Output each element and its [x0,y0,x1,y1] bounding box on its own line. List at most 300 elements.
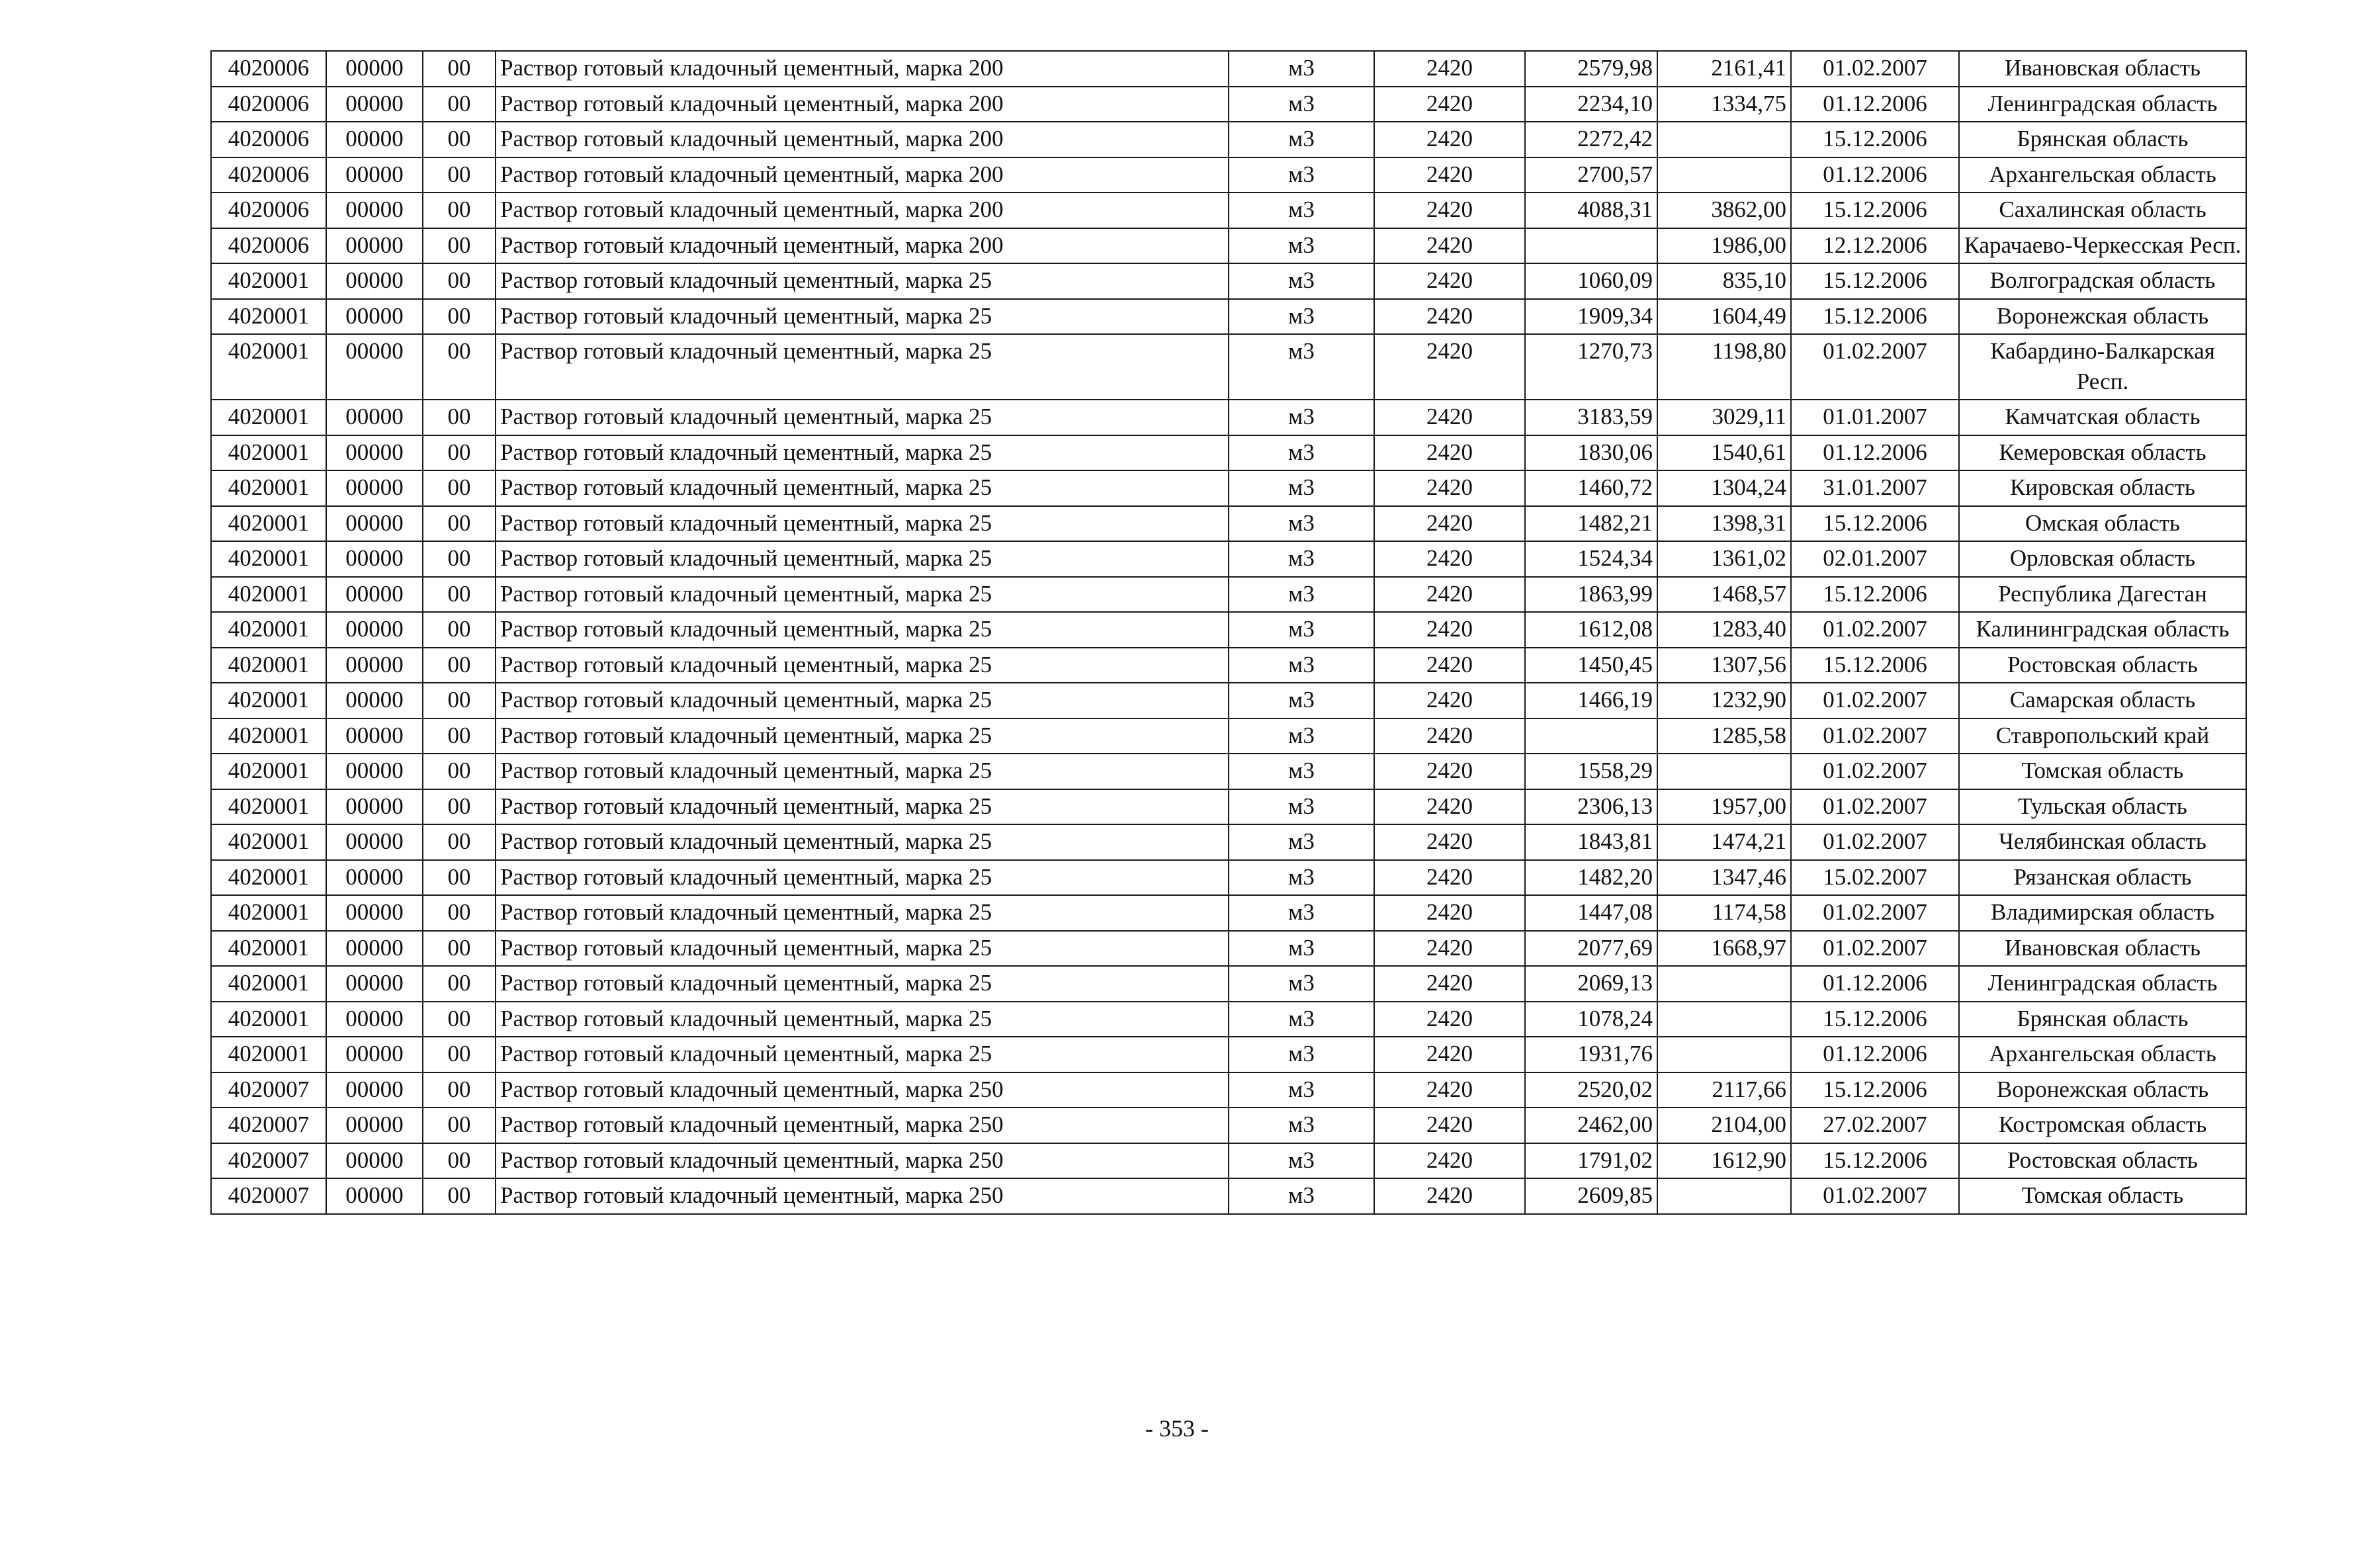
cell-unit: м3 [1229,719,1374,754]
cell-price-1: 2234,10 [1525,87,1657,122]
cell-region: Ставропольский край [1959,719,2246,754]
cell-quantity: 2420 [1374,931,1525,967]
cell-region: Архангельская область [1959,157,2246,193]
cell-material-name: Раствор готовый кладочный цементный, марка 250 [496,1143,1229,1179]
cell-date: 15.02.2007 [1791,860,1959,896]
table-row [211,860,2246,896]
cell-quantity: 2420 [1374,648,1525,683]
cell-price-2: 2117,66 [1657,1072,1791,1108]
cell-material-name: Раствор готовый кладочный цементный, марка 25 [496,470,1229,506]
cell-quantity: 2420 [1374,435,1525,471]
cell-region: Калининградская область [1959,612,2246,648]
table-row [211,1143,2246,1179]
cell-quantity: 2420 [1374,193,1525,228]
cell-material-name: Раствор готовый кладочный цементный, марка 25 [496,719,1229,754]
table-row [211,1108,2246,1143]
cell-subcode: 00000 [326,824,423,860]
cell-price-1: 3183,59 [1525,400,1657,435]
cell-price-1 [1525,719,1657,754]
cell-quantity: 2420 [1374,87,1525,122]
table-row [211,470,2246,506]
cell-quantity: 2420 [1374,1002,1525,1037]
table-row [211,754,2246,789]
cell-region: Волгоградская область [1959,263,2246,299]
cell-quantity: 2420 [1374,1072,1525,1108]
cell-suffix: 00 [423,1178,496,1214]
cell-price-2: 1304,24 [1657,470,1791,506]
cell-price-2 [1657,122,1791,157]
cell-code: 4020001 [211,683,326,719]
cell-suffix: 00 [423,648,496,683]
cell-price-1: 1830,06 [1525,435,1657,471]
cell-unit: м3 [1229,754,1374,789]
cell-unit: м3 [1229,157,1374,193]
cell-code: 4020001 [211,299,326,335]
cell-price-1: 1612,08 [1525,612,1657,648]
cell-quantity: 2420 [1374,612,1525,648]
cell-code: 4020006 [211,157,326,193]
cell-code: 4020001 [211,435,326,471]
cell-unit: м3 [1229,51,1374,87]
cell-date: 01.12.2006 [1791,87,1959,122]
cell-region: Томская область [1959,754,2246,789]
cell-price-1: 1524,34 [1525,541,1657,577]
cell-price-2 [1657,1037,1791,1072]
cell-unit: м3 [1229,506,1374,542]
cell-subcode: 00000 [326,193,423,228]
cell-subcode: 00000 [326,400,423,435]
cell-subcode: 00000 [326,470,423,506]
cell-suffix: 00 [423,228,496,264]
cell-region: Владимирская область [1959,895,2246,931]
cell-date: 01.02.2007 [1791,51,1959,87]
cell-price-1: 2700,57 [1525,157,1657,193]
table-row [211,612,2246,648]
cell-quantity: 2420 [1374,1108,1525,1143]
cell-code: 4020001 [211,506,326,542]
cell-price-2: 1361,02 [1657,541,1791,577]
cell-material-name: Раствор готовый кладочный цементный, марка 25 [496,966,1229,1002]
cell-price-2: 2104,00 [1657,1108,1791,1143]
cell-suffix: 00 [423,824,496,860]
cell-price-2: 1398,31 [1657,506,1791,542]
cell-date: 15.12.2006 [1791,1143,1959,1179]
cell-suffix: 00 [423,541,496,577]
table-row [211,577,2246,613]
cell-price-2 [1657,1002,1791,1037]
cell-material-name: Раствор готовый кладочный цементный, марка 200 [496,157,1229,193]
cell-region: Рязанская область [1959,860,2246,896]
cell-unit: м3 [1229,470,1374,506]
cell-unit: м3 [1229,435,1374,471]
cell-quantity: 2420 [1374,228,1525,264]
cell-region: Ивановская область [1959,931,2246,967]
cell-region: Карачаево-Черкесская Респ. [1959,228,2246,264]
cell-date: 15.12.2006 [1791,1072,1959,1108]
cell-quantity: 2420 [1374,400,1525,435]
cell-price-1: 2077,69 [1525,931,1657,967]
cell-quantity: 2420 [1374,895,1525,931]
cell-quantity: 2420 [1374,1178,1525,1214]
cell-unit: м3 [1229,824,1374,860]
cell-subcode: 00000 [326,1072,423,1108]
cell-material-name: Раствор готовый кладочный цементный, марка 25 [496,648,1229,683]
cell-code: 4020001 [211,263,326,299]
cell-region: Челябинская область [1959,824,2246,860]
cell-unit: м3 [1229,228,1374,264]
cell-unit: м3 [1229,1108,1374,1143]
table-row [211,193,2246,228]
cell-subcode: 00000 [326,157,423,193]
cell-suffix: 00 [423,1072,496,1108]
cell-quantity: 2420 [1374,51,1525,87]
cell-subcode: 00000 [326,895,423,931]
cell-unit: м3 [1229,895,1374,931]
cell-material-name: Раствор готовый кладочный цементный, марка 25 [496,506,1229,542]
cell-suffix: 00 [423,435,496,471]
cell-price-1: 1078,24 [1525,1002,1657,1037]
cell-price-2: 835,10 [1657,263,1791,299]
cell-code: 4020001 [211,577,326,613]
table-row [211,506,2246,542]
cell-price-2 [1657,157,1791,193]
cell-suffix: 00 [423,157,496,193]
cell-price-2: 1474,21 [1657,824,1791,860]
table-row [211,824,2246,860]
cell-subcode: 00000 [326,51,423,87]
cell-suffix: 00 [423,754,496,789]
price-table [210,50,2247,1215]
cell-suffix: 00 [423,299,496,335]
cell-quantity: 2420 [1374,577,1525,613]
cell-unit: м3 [1229,966,1374,1002]
cell-unit: м3 [1229,577,1374,613]
cell-unit: м3 [1229,1072,1374,1108]
cell-date: 15.12.2006 [1791,122,1959,157]
table-row [211,931,2246,967]
cell-quantity: 2420 [1374,157,1525,193]
cell-region: Воронежская область [1959,299,2246,335]
table-row [211,122,2246,157]
cell-suffix: 00 [423,263,496,299]
cell-suffix: 00 [423,122,496,157]
cell-date: 31.01.2007 [1791,470,1959,506]
cell-price-1: 2462,00 [1525,1108,1657,1143]
cell-subcode: 00000 [326,648,423,683]
cell-date: 01.02.2007 [1791,683,1959,719]
cell-quantity: 2420 [1374,299,1525,335]
cell-region: Кабардино-Балкарская Респ. [1959,334,2246,400]
cell-unit: м3 [1229,87,1374,122]
cell-code: 4020006 [211,87,326,122]
cell-material-name: Раствор готовый кладочный цементный, марка 25 [496,1037,1229,1072]
cell-suffix: 00 [423,931,496,967]
cell-material-name: Раствор готовый кладочный цементный, марка 250 [496,1108,1229,1143]
cell-unit: м3 [1229,931,1374,967]
cell-subcode: 00000 [326,228,423,264]
cell-subcode: 00000 [326,966,423,1002]
cell-material-name: Раствор готовый кладочный цементный, марка 25 [496,334,1229,400]
cell-price-2: 1604,49 [1657,299,1791,335]
cell-code: 4020006 [211,228,326,264]
cell-region: Брянская область [1959,122,2246,157]
cell-code: 4020007 [211,1108,326,1143]
cell-date: 15.12.2006 [1791,577,1959,613]
cell-region: Ивановская область [1959,51,2246,87]
cell-suffix: 00 [423,51,496,87]
cell-date: 01.12.2006 [1791,966,1959,1002]
cell-date: 15.12.2006 [1791,299,1959,335]
cell-price-2: 1307,56 [1657,648,1791,683]
cell-unit: м3 [1229,299,1374,335]
cell-code: 4020001 [211,400,326,435]
cell-region: Самарская область [1959,683,2246,719]
cell-region: Костромская область [1959,1108,2246,1143]
cell-price-2 [1657,966,1791,1002]
cell-date: 01.12.2006 [1791,1037,1959,1072]
cell-material-name: Раствор готовый кладочный цементный, марка 250 [496,1072,1229,1108]
cell-suffix: 00 [423,1143,496,1179]
cell-subcode: 00000 [326,1108,423,1143]
cell-material-name: Раствор готовый кладочный цементный, марка 250 [496,1178,1229,1214]
table-row [211,1037,2246,1072]
cell-material-name: Раствор готовый кладочный цементный, марка 25 [496,754,1229,789]
cell-unit: м3 [1229,263,1374,299]
cell-code: 4020006 [211,51,326,87]
cell-code: 4020006 [211,193,326,228]
cell-unit: м3 [1229,860,1374,896]
table-row [211,966,2246,1002]
cell-price-1: 1482,21 [1525,506,1657,542]
cell-subcode: 00000 [326,1143,423,1179]
cell-subcode: 00000 [326,1002,423,1037]
cell-subcode: 00000 [326,334,423,400]
cell-subcode: 00000 [326,435,423,471]
cell-code: 4020006 [211,122,326,157]
cell-quantity: 2420 [1374,860,1525,896]
table-row [211,157,2246,193]
cell-code: 4020001 [211,541,326,577]
table-row [211,1072,2246,1108]
cell-material-name: Раствор готовый кладочный цементный, марка 25 [496,931,1229,967]
cell-quantity: 2420 [1374,263,1525,299]
cell-subcode: 00000 [326,541,423,577]
cell-suffix: 00 [423,895,496,931]
cell-suffix: 00 [423,860,496,896]
table-row [211,789,2246,825]
cell-date: 01.02.2007 [1791,931,1959,967]
cell-code: 4020007 [211,1143,326,1179]
cell-unit: м3 [1229,1002,1374,1037]
cell-quantity: 2420 [1374,334,1525,400]
cell-code: 4020001 [211,334,326,400]
cell-price-1: 1060,09 [1525,263,1657,299]
page-number: - 353 - [1145,1415,1209,1442]
cell-unit: м3 [1229,612,1374,648]
cell-unit: м3 [1229,648,1374,683]
cell-region: Ленинградская область [1959,87,2246,122]
cell-code: 4020001 [211,719,326,754]
cell-material-name: Раствор готовый кладочный цементный, марка 200 [496,87,1229,122]
cell-region: Томская область [1959,1178,2246,1214]
table-body [211,51,2246,1214]
cell-date: 15.12.2006 [1791,263,1959,299]
cell-material-name: Раствор готовый кладочный цементный, марка 25 [496,1002,1229,1037]
cell-suffix: 00 [423,1002,496,1037]
cell-suffix: 00 [423,612,496,648]
cell-region: Камчатская область [1959,400,2246,435]
cell-subcode: 00000 [326,506,423,542]
cell-code: 4020001 [211,470,326,506]
cell-subcode: 00000 [326,122,423,157]
cell-price-2: 1540,61 [1657,435,1791,471]
cell-material-name: Раствор готовый кладочный цементный, марка 200 [496,122,1229,157]
cell-quantity: 2420 [1374,541,1525,577]
cell-subcode: 00000 [326,719,423,754]
cell-region: Тульская область [1959,789,2246,825]
cell-material-name: Раствор готовый кладочный цементный, марка 200 [496,193,1229,228]
cell-quantity: 2420 [1374,754,1525,789]
cell-region: Сахалинская область [1959,193,2246,228]
cell-price-1: 1482,20 [1525,860,1657,896]
cell-subcode: 00000 [326,299,423,335]
cell-unit: м3 [1229,683,1374,719]
cell-price-1: 1270,73 [1525,334,1657,400]
cell-subcode: 00000 [326,789,423,825]
cell-material-name: Раствор готовый кладочный цементный, марка 25 [496,435,1229,471]
cell-price-2: 1986,00 [1657,228,1791,264]
table-row [211,895,2246,931]
cell-price-2: 1468,57 [1657,577,1791,613]
cell-date: 15.12.2006 [1791,1002,1959,1037]
cell-price-1: 1791,02 [1525,1143,1657,1179]
cell-price-1: 2069,13 [1525,966,1657,1002]
cell-code: 4020001 [211,895,326,931]
cell-quantity: 2420 [1374,470,1525,506]
cell-unit: м3 [1229,400,1374,435]
cell-price-2 [1657,1178,1791,1214]
cell-material-name: Раствор готовый кладочный цементный, марка 25 [496,895,1229,931]
cell-date: 01.02.2007 [1791,334,1959,400]
cell-price-2: 1957,00 [1657,789,1791,825]
cell-date: 15.12.2006 [1791,648,1959,683]
cell-quantity: 2420 [1374,683,1525,719]
cell-price-1: 4088,31 [1525,193,1657,228]
cell-suffix: 00 [423,1108,496,1143]
table-row [211,648,2246,683]
cell-material-name: Раствор готовый кладочный цементный, марка 25 [496,683,1229,719]
table-row [211,299,2246,335]
cell-code: 4020001 [211,824,326,860]
cell-code: 4020001 [211,789,326,825]
cell-price-2: 1334,75 [1657,87,1791,122]
cell-price-1: 1466,19 [1525,683,1657,719]
cell-price-1: 1460,72 [1525,470,1657,506]
cell-region: Ростовская область [1959,648,2246,683]
cell-subcode: 00000 [326,931,423,967]
cell-price-2: 3029,11 [1657,400,1791,435]
cell-code: 4020001 [211,1002,326,1037]
cell-region: Ленинградская область [1959,966,2246,1002]
cell-code: 4020001 [211,966,326,1002]
cell-unit: м3 [1229,122,1374,157]
cell-price-2: 1612,90 [1657,1143,1791,1179]
cell-price-1: 1863,99 [1525,577,1657,613]
cell-unit: м3 [1229,334,1374,400]
cell-material-name: Раствор готовый кладочный цементный, марка 200 [496,228,1229,264]
cell-subcode: 00000 [326,754,423,789]
cell-date: 01.02.2007 [1791,612,1959,648]
cell-material-name: Раствор готовый кладочный цементный, марка 25 [496,541,1229,577]
cell-date: 27.02.2007 [1791,1108,1959,1143]
cell-price-2: 1283,40 [1657,612,1791,648]
table-row [211,228,2246,264]
cell-price-1: 2520,02 [1525,1072,1657,1108]
cell-unit: м3 [1229,789,1374,825]
cell-suffix: 00 [423,87,496,122]
cell-price-1: 2272,42 [1525,122,1657,157]
cell-date: 15.12.2006 [1791,506,1959,542]
cell-code: 4020001 [211,754,326,789]
cell-date: 12.12.2006 [1791,228,1959,264]
cell-unit: м3 [1229,541,1374,577]
cell-material-name: Раствор готовый кладочный цементный, марка 25 [496,263,1229,299]
cell-suffix: 00 [423,1037,496,1072]
cell-material-name: Раствор готовый кладочный цементный, марка 25 [496,860,1229,896]
cell-unit: м3 [1229,1178,1374,1214]
cell-date: 01.01.2007 [1791,400,1959,435]
cell-price-2: 1285,58 [1657,719,1791,754]
cell-subcode: 00000 [326,860,423,896]
cell-quantity: 2420 [1374,824,1525,860]
cell-material-name: Раствор готовый кладочный цементный, марка 25 [496,824,1229,860]
cell-suffix: 00 [423,966,496,1002]
cell-region: Архангельская область [1959,1037,2246,1072]
cell-quantity: 2420 [1374,789,1525,825]
table-row [211,1002,2246,1037]
table-row [211,435,2246,471]
cell-price-2: 1347,46 [1657,860,1791,896]
cell-date: 01.12.2006 [1791,157,1959,193]
cell-quantity: 2420 [1374,719,1525,754]
cell-price-1: 1931,76 [1525,1037,1657,1072]
cell-price-1: 1447,08 [1525,895,1657,931]
cell-suffix: 00 [423,683,496,719]
cell-material-name: Раствор готовый кладочный цементный, марка 25 [496,400,1229,435]
cell-region: Орловская область [1959,541,2246,577]
cell-price-2 [1657,754,1791,789]
cell-quantity: 2420 [1374,122,1525,157]
cell-date: 01.02.2007 [1791,1178,1959,1214]
cell-subcode: 00000 [326,263,423,299]
cell-unit: м3 [1229,193,1374,228]
cell-quantity: 2420 [1374,966,1525,1002]
cell-region: Ростовская область [1959,1143,2246,1179]
cell-price-1: 2306,13 [1525,789,1657,825]
cell-date: 01.02.2007 [1791,789,1959,825]
cell-material-name: Раствор готовый кладочный цементный, марка 25 [496,577,1229,613]
cell-price-1: 2579,98 [1525,51,1657,87]
cell-price-2: 1198,80 [1657,334,1791,400]
cell-price-2: 1668,97 [1657,931,1791,967]
cell-suffix: 00 [423,577,496,613]
cell-code: 4020007 [211,1178,326,1214]
cell-price-2: 3862,00 [1657,193,1791,228]
cell-price-1: 1450,45 [1525,648,1657,683]
table-row [211,263,2246,299]
cell-date: 01.12.2006 [1791,435,1959,471]
table-row [211,541,2246,577]
